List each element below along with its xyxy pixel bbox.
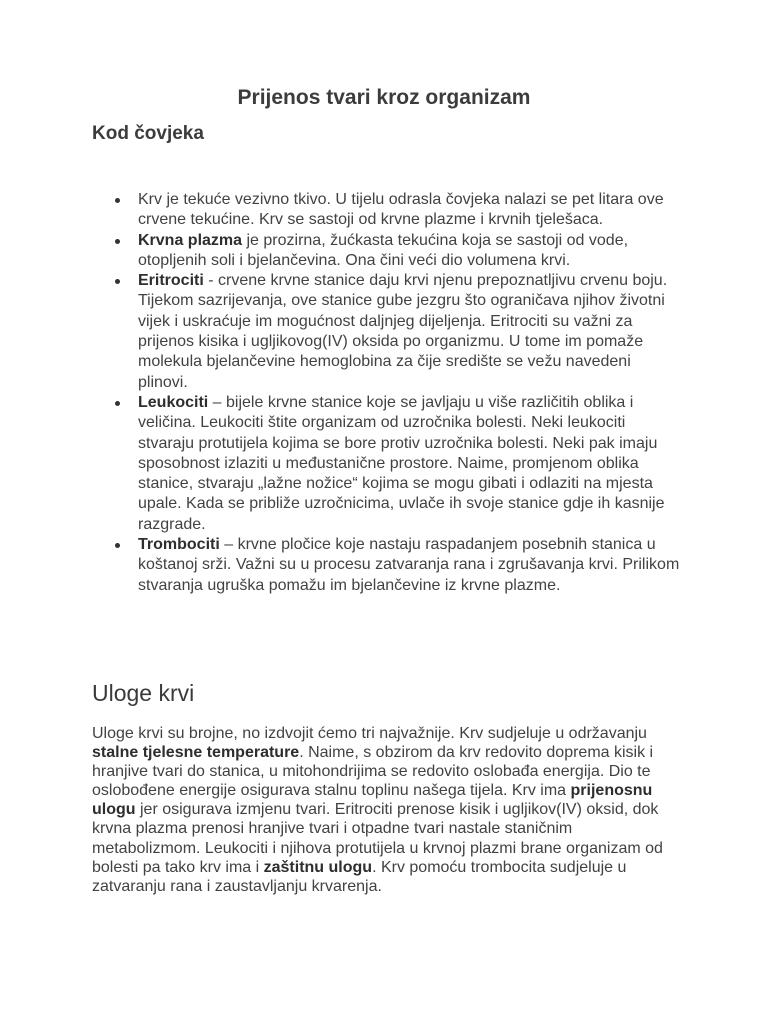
bullet-text: – bijele krvne stanice koje se javljaju u više različitih oblika i veličina. Leukociti štite organizam od uzročnika bolesti. Neki leukociti stvaraju protutijela kojima se bore protiv uzročnika bolesti. Neki pak imaju sposobnost izlaziti u međustanične prostore. Naime, promjenom oblika stanice, stvaraju „lažne nožice“ kojima se mogu gibati i odlaziti na mjesta upale. Kada se približe uzročnicima, uvlače ih svoje stanice gdje ih kasnije razgrade. <box>138 393 665 533</box>
bullet-icon <box>115 279 120 284</box>
bullet-icon <box>115 198 120 203</box>
body-paragraph <box>92 724 682 896</box>
bullet-list <box>92 190 682 596</box>
list-item <box>92 190 682 231</box>
paragraph-text: . Naime, s obzirom da krv redovito doprema kisik i hranjive tvari do stanica, u mitohondrijima se redovito oslobađa energija. Dio te oslobođene energije osigurava stalnu toplinu našega tijela. Krv ima <box>92 744 654 800</box>
paragraph-text: Uloge krvi su brojne, no izdvojit ćemo tri najvažnije. Krv sudjeluje u održavanju <box>92 725 647 742</box>
paragraph-emphasis: zaštitnu ulogu <box>263 858 373 876</box>
bullet-term: Leukociti <box>138 393 209 411</box>
list-item <box>92 535 682 596</box>
bullet-term: Trombociti <box>138 536 220 554</box>
bullet-term: Eritrociti <box>138 272 204 290</box>
paragraph-text: jer osigurava izmjenu tvari. Eritrociti prenose kisik i ugljikov(IV) oksid, dok krvna plazma prenosi hranjive tvari i otpadne tvari nastale staničnim metabolizmom. Leukociti i njihova protutijela u krvnoj plazmi brane organizam od bolesti pa tako krv ima i <box>92 801 663 876</box>
list-item <box>92 393 682 535</box>
list-item <box>92 231 682 272</box>
list-item <box>92 271 682 393</box>
bullet-text: Krv je tekuće vezivno tkivo. U tijelu odrasla čovjeka nalazi se pet litara ove crvene tekućine. Krv se sastoji od krvne plazme i krvnih tjelešaca. <box>138 191 664 229</box>
bullet-term: Krvna plazma <box>138 231 243 249</box>
bullet-text: - crvene krvne stanice daju krvi njenu prepoznatljivu crvenu boju. Tijekom sazrijevanja, ove stanice gube jezgru što ograničava njihov životni vijek i uskraćuje im mogućnost daljnjeg dijeljenja. Eritrociti su važni za prijenos kisika i ugljikovog(IV) oksida po organizmu. U tome im pomaže molekula bjelančevine hemoglobina za čije središte se vežu navedeni plinovi. <box>138 272 668 391</box>
paragraph-text: . Krv pomoću trombocita sudjeluje u zatvaranju rana i zaustavljanju krvarenja. <box>92 858 627 895</box>
bullet-text: je prozirna, žućkasta tekućina koja se sastoji od vode, otopljenih soli i bjelančevina. Ona čini veći dio volumena krvi. <box>138 231 629 269</box>
bullet-icon <box>115 543 120 548</box>
bullet-icon <box>115 401 120 406</box>
page-title: Prijenos tvari kroz organizam <box>237 86 531 109</box>
paragraph-emphasis: stalne tjelesne temperature <box>92 744 300 762</box>
paragraph-emphasis: prijenosnu ulogu <box>92 782 653 819</box>
section-heading: Uloge krvi <box>92 680 195 706</box>
bullet-text: – krvne pločice koje nastaju raspadanjem posebnih stanica u koštanoj srži. Važni su u procesu zatvaranja rana i zgrušavanja krvi. Prilikom stvaranja ugruška pomažu im bjelančevine iz krvne plazme. <box>138 536 680 594</box>
bullet-icon <box>115 239 120 244</box>
section-subheading: Kod čovjeka <box>92 123 204 144</box>
